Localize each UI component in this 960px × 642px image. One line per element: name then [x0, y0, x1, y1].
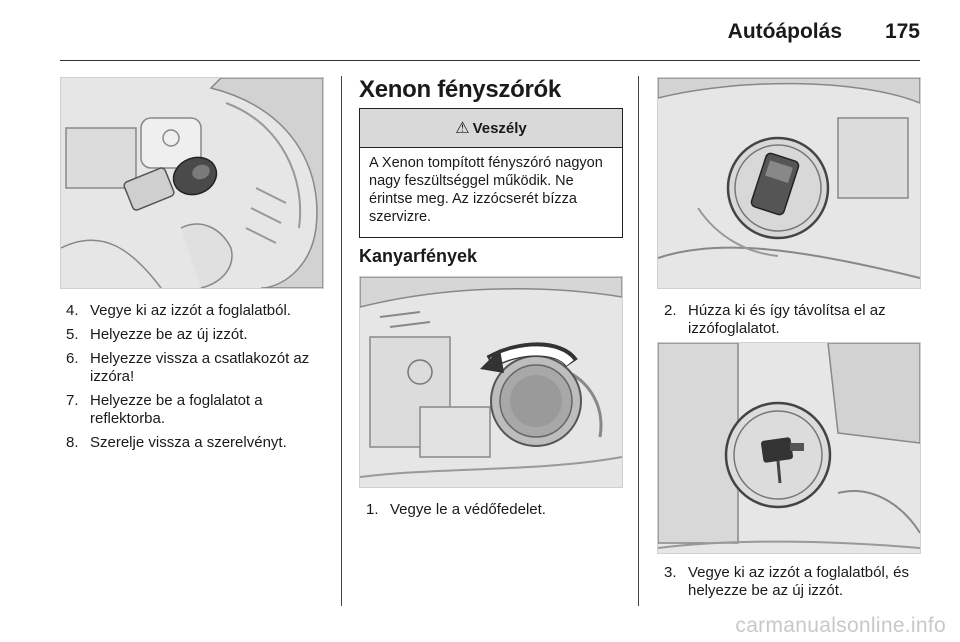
page-header: [60, 0, 920, 61]
list-item: 5. Helyezze be az új izzót.: [66, 326, 248, 343]
bulb-socket-drawing: [61, 78, 323, 288]
right-steps-list-b: [664, 564, 926, 606]
headlight-cover-illustration: [359, 276, 623, 488]
warning-label: Veszély: [472, 119, 527, 137]
section-heading: Xenon fényszórók: [359, 76, 561, 103]
list-item: 2. Húzza ki és így távolítsa el az izzófoglalatot.: [664, 302, 886, 337]
column-divider: [638, 76, 639, 606]
left-steps-list: [66, 302, 328, 458]
right-steps-list-a: [664, 302, 926, 344]
danger-warning-box: [359, 108, 623, 238]
bulb-removal-illustration: [657, 342, 921, 554]
headlight-cover-drawing: [360, 277, 622, 487]
section-title: Autóápolás: [727, 20, 842, 43]
list-item: 7. Helyezze be a foglalatot a reflektorba.: [66, 392, 263, 427]
list-item: 3. Vegye ki az izzót a foglalatból, és helyezze be az új izzót.: [664, 564, 909, 599]
warning-text: A Xenon tompított fényszóró nagyon nagy feszültséggel működik. Ne érintse meg. Az izzócserét bízza szervizre.: [369, 155, 603, 225]
list-item: 6. Helyezze vissza a csatlakozót az izzóra!: [66, 350, 310, 385]
list-item: 1. Vegye le a védőfedelet.: [366, 501, 546, 518]
bulb-socket-illustration: [60, 77, 324, 289]
watermark: carmanualsonline.info: [735, 614, 946, 637]
bulb-holder-drawing: [658, 78, 920, 288]
middle-steps-list: [366, 501, 628, 525]
list-item: 8. Szerelje vissza a szerelvényt.: [66, 434, 287, 451]
warning-header: [360, 109, 622, 148]
bulb-holder-illustration: [657, 77, 921, 289]
column-divider: [341, 76, 342, 606]
page-number: 175: [884, 20, 920, 43]
subsection-heading: Kanyarfények: [359, 246, 478, 266]
list-item: 4. Vegye ki az izzót a foglalatból.: [66, 302, 291, 319]
bulb-removal-drawing: [658, 343, 920, 553]
warning-triangle-icon: ⚠: [455, 120, 470, 137]
